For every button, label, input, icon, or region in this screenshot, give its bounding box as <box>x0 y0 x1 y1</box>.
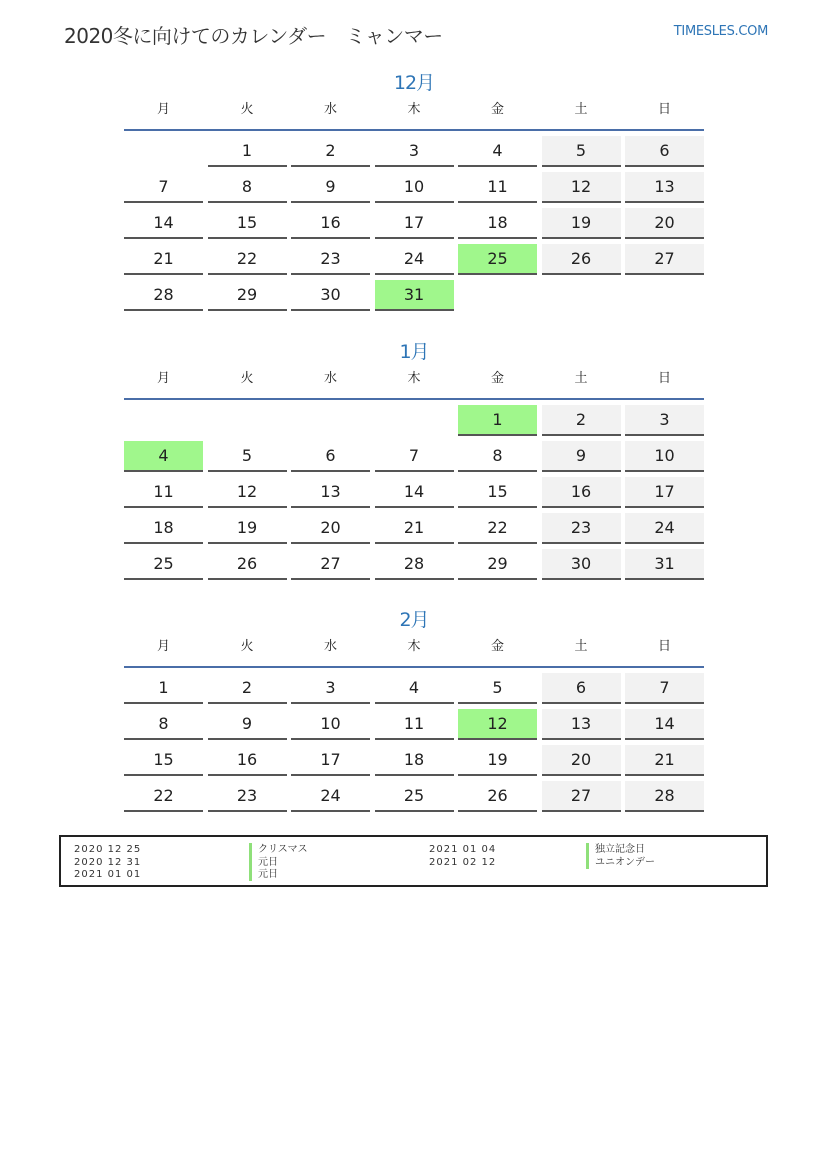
day-cell: 1 <box>208 136 287 167</box>
day-cell: 5 <box>208 441 287 472</box>
day-cell: 1 <box>124 673 203 704</box>
day-cell: 19 <box>542 208 621 239</box>
weekday-label: 金 <box>490 639 504 654</box>
day-cell: 21 <box>375 513 454 544</box>
day-cell: 19 <box>208 513 287 544</box>
day-cell: 13 <box>625 172 704 203</box>
day-cell: 21 <box>124 244 203 275</box>
day-cell: 3 <box>625 405 704 436</box>
header-rule <box>124 129 704 131</box>
weekday-label: 日 <box>657 102 671 117</box>
day-cell: 7 <box>625 673 704 704</box>
day-cell: 6 <box>542 673 621 704</box>
day-cell: 24 <box>625 513 704 544</box>
header-rule <box>124 398 704 400</box>
day-cell: 24 <box>375 244 454 275</box>
day-cell: 28 <box>124 280 203 311</box>
day-cell: 19 <box>458 745 537 776</box>
day-cell: 16 <box>291 208 370 239</box>
day-cell: 22 <box>208 244 287 275</box>
day-cell: 5 <box>542 136 621 167</box>
month-december <box>124 68 704 311</box>
weekday-header <box>124 367 704 393</box>
weekday-label: 土 <box>574 102 588 117</box>
day-cell: 12 <box>208 477 287 508</box>
weekday-label: 火 <box>240 102 254 117</box>
day-cell: 23 <box>291 244 370 275</box>
day-grid <box>124 673 704 812</box>
day-cell: 28 <box>375 549 454 580</box>
page-title: 2020冬に向けてのカレンダー ミャンマー <box>64 24 443 48</box>
day-cell: 3 <box>291 673 370 704</box>
day-cell: 12 <box>542 172 621 203</box>
weekday-label: 水 <box>323 102 337 117</box>
legend-holiday-name: クリスマス <box>249 843 308 856</box>
weekday-label: 水 <box>323 371 337 386</box>
day-cell: 27 <box>625 244 704 275</box>
day-cell: 29 <box>458 549 537 580</box>
day-cell: 4 <box>375 673 454 704</box>
weekday-label: 月 <box>156 102 170 117</box>
day-cell: 23 <box>542 513 621 544</box>
day-grid <box>124 405 704 580</box>
month-january <box>124 337 704 580</box>
day-cell: 11 <box>458 172 537 203</box>
day-cell: 4 <box>458 136 537 167</box>
day-cell: 18 <box>124 513 203 544</box>
empty-cell <box>124 136 203 167</box>
day-cell: 15 <box>458 477 537 508</box>
day-cell: 22 <box>458 513 537 544</box>
holiday-day-cell: 1 <box>458 405 537 436</box>
day-cell: 10 <box>625 441 704 472</box>
empty-cell <box>124 405 203 436</box>
page-header <box>64 20 768 48</box>
day-cell: 8 <box>458 441 537 472</box>
empty-cell <box>375 405 454 436</box>
day-cell: 26 <box>458 781 537 812</box>
day-cell: 8 <box>124 709 203 740</box>
brand-link[interactable]: TIMESLES.COM <box>673 24 768 39</box>
weekday-label: 金 <box>490 371 504 386</box>
day-cell: 28 <box>625 781 704 812</box>
day-cell: 15 <box>124 745 203 776</box>
day-cell: 24 <box>291 781 370 812</box>
empty-cell <box>208 405 287 436</box>
day-cell: 10 <box>375 172 454 203</box>
day-cell: 30 <box>291 280 370 311</box>
legend-date: 2020 12 25 <box>74 844 142 855</box>
day-cell: 7 <box>375 441 454 472</box>
day-cell: 2 <box>542 405 621 436</box>
day-cell: 25 <box>375 781 454 812</box>
day-cell: 20 <box>542 745 621 776</box>
weekday-label: 日 <box>657 639 671 654</box>
day-cell: 2 <box>291 136 370 167</box>
holiday-day-cell: 4 <box>124 441 203 472</box>
day-cell: 9 <box>208 709 287 740</box>
day-grid <box>124 136 704 311</box>
header-rule <box>124 666 704 668</box>
day-cell: 16 <box>208 745 287 776</box>
weekday-header <box>124 98 704 124</box>
day-cell: 31 <box>625 549 704 580</box>
day-cell: 16 <box>542 477 621 508</box>
holiday-day-cell: 12 <box>458 709 537 740</box>
day-cell: 27 <box>291 549 370 580</box>
month-february <box>124 605 704 812</box>
day-cell: 10 <box>291 709 370 740</box>
day-cell: 30 <box>542 549 621 580</box>
day-cell: 17 <box>375 208 454 239</box>
day-cell: 11 <box>124 477 203 508</box>
month-title: 12月 <box>393 72 435 94</box>
legend-date: 2020 12 31 <box>74 857 142 868</box>
day-cell: 26 <box>542 244 621 275</box>
holiday-day-cell: 31 <box>375 280 454 311</box>
legend-date: 2021 01 01 <box>74 869 142 880</box>
day-cell: 29 <box>208 280 287 311</box>
day-cell: 20 <box>291 513 370 544</box>
day-cell: 5 <box>458 673 537 704</box>
day-cell: 17 <box>291 745 370 776</box>
month-title: 1月 <box>399 341 429 363</box>
day-cell: 9 <box>542 441 621 472</box>
holiday-day-cell: 25 <box>458 244 537 275</box>
day-cell: 2 <box>208 673 287 704</box>
weekday-label: 日 <box>657 371 671 386</box>
weekday-label: 火 <box>240 371 254 386</box>
day-cell: 13 <box>542 709 621 740</box>
legend-holiday-name: 元日 <box>249 868 278 881</box>
weekday-header <box>124 635 704 661</box>
holiday-legend <box>59 835 768 887</box>
day-cell: 18 <box>458 208 537 239</box>
day-cell: 18 <box>375 745 454 776</box>
day-cell: 9 <box>291 172 370 203</box>
legend-holiday-name: 独立記念日 <box>586 843 645 856</box>
day-cell: 26 <box>208 549 287 580</box>
day-cell: 8 <box>208 172 287 203</box>
legend-holiday-name: ユニオンデー <box>586 856 655 869</box>
weekday-label: 火 <box>240 639 254 654</box>
weekday-label: 土 <box>574 639 588 654</box>
legend-date: 2021 02 12 <box>429 857 497 868</box>
day-cell: 6 <box>291 441 370 472</box>
day-cell: 25 <box>124 549 203 580</box>
day-cell: 7 <box>124 172 203 203</box>
day-cell: 17 <box>625 477 704 508</box>
day-cell: 21 <box>625 745 704 776</box>
day-cell: 3 <box>375 136 454 167</box>
month-title: 2月 <box>399 609 429 631</box>
day-cell: 6 <box>625 136 704 167</box>
weekday-label: 木 <box>407 102 421 117</box>
day-cell: 15 <box>208 208 287 239</box>
weekday-label: 土 <box>574 371 588 386</box>
day-cell: 14 <box>625 709 704 740</box>
empty-cell <box>291 405 370 436</box>
legend-holiday-name: 元日 <box>249 856 278 869</box>
legend-date: 2021 01 04 <box>429 844 497 855</box>
weekday-label: 月 <box>156 371 170 386</box>
day-cell: 22 <box>124 781 203 812</box>
weekday-label: 木 <box>407 639 421 654</box>
weekday-label: 金 <box>490 102 504 117</box>
day-cell: 20 <box>625 208 704 239</box>
day-cell: 27 <box>542 781 621 812</box>
weekday-label: 月 <box>156 639 170 654</box>
day-cell: 11 <box>375 709 454 740</box>
weekday-label: 水 <box>323 639 337 654</box>
weekday-label: 木 <box>407 371 421 386</box>
day-cell: 14 <box>375 477 454 508</box>
day-cell: 14 <box>124 208 203 239</box>
day-cell: 23 <box>208 781 287 812</box>
day-cell: 13 <box>291 477 370 508</box>
